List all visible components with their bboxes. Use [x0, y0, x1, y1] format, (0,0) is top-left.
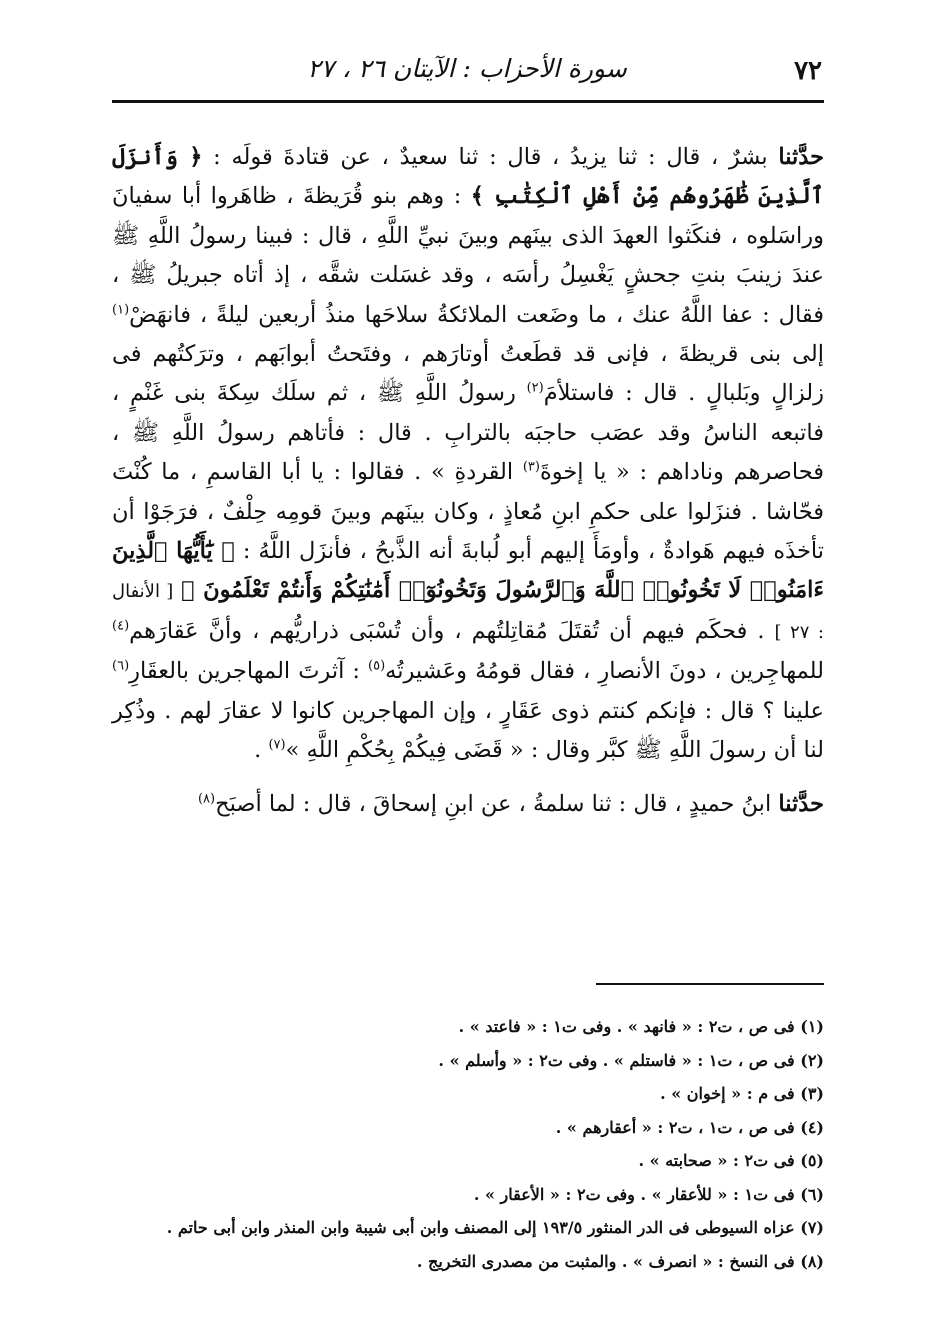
text-run: ابنُ حميدٍ ، قال : ثنا سلمةُ ، عن ابنِ إسحاقَ ، قال : لما أصبَح — [215, 790, 779, 817]
footnote-2: (٢) فى ص ، ت١ : « فاستلم » . وفى ت٢ : « وأسلم » . — [438, 1050, 824, 1070]
text-run: رسولَ اللَّهِ ﷺ كبَّر وقال : « قَضَى فِيكُمْ بِحُكْمِ اللَّهِ » — [285, 737, 767, 764]
running-title: سورة الأحزاب : الآيتان ٢٦ ، ٢٧ — [307, 54, 627, 83]
footnote-ref: (٣) — [522, 459, 540, 475]
footnote-ref: (١) — [112, 302, 130, 318]
footnote-ref: (٤) — [112, 618, 130, 634]
footnote-7: (٧) عزاه السيوطى فى الدر المنثور ١٩٣/٥ إلى المصنف وابن أبى شيبة وابن المنذر وابن أبى حاتم . — [166, 1218, 824, 1237]
hadith-lead: حدَّثنا — [778, 144, 824, 170]
footnotes — [112, 1010, 824, 1278]
verse-reference: [ الأنفال : ٢٧ ] — [112, 581, 824, 643]
footnote-5: (٥) فى ت٢ : « صحابته » . — [638, 1151, 824, 1170]
paragraph-1 — [112, 138, 824, 771]
text-run: علينا ؟ — [762, 697, 824, 724]
text-run: قال : فإنكم كنتم ذوى عَقَارٍ ، وإن المهاجرين كانوا لا عقارَ لهم . وذُكِر لنا أن — [112, 697, 824, 764]
text-run: رسولُ اللَّهِ ﷺ ، ثم سلَك سِكةَ بنى غَنْمٍ ، فاتبعه الناسُ وقد عصَب حاجبَه بالترابِ . — [112, 380, 825, 446]
text-run: . فحكَم فيهم أن تُقتَلَ مُقاتِلتُهم ، وأن تُسْبَى ذراريُّهم ، وأنَّ عَقارَهم — [129, 617, 775, 644]
footnote-1: (١) فى ص ، ت٢ : « فانهد » . وفى ت١ : « فاعتد » . — [458, 1017, 824, 1036]
text-run: قطَعتُ أوتارَهم ، وفتَحتُ أبوابَهم ، وترَكتُهم فى زلزالٍ وبَلبالٍ . قال : فاستلأمَ — [112, 341, 825, 407]
text-run: فنكَثوا العهدَ الذى بينَهم وبينَ نبيِّ اللَّهِ ، قال : فبينا رسولُ اللَّهِ ﷺ عندَ زينبَ بنتِ — [112, 222, 824, 289]
text-run: إلى بنى قريظةَ ، فإنى قد — [573, 341, 824, 368]
text-run: : آثرتَ المهاجرين بالعقَارِ — [129, 658, 369, 685]
paragraph-gap — [112, 771, 824, 785]
paragraph-2 — [112, 785, 824, 824]
quran-quote: ﴿ وَأَنزَلَ ٱلَّذِينَ — [112, 144, 825, 210]
page-header — [112, 54, 822, 94]
footnote-3: (٣) فى م : « إخوان » . — [660, 1084, 824, 1103]
quran-quote: ﴿ يَٰٓأَيُّهَا ٱلَّذِينَ ءَامَنُوا۟ لَا تَخُونُوا۟ ٱللَّهَ وَٱلرَّسُولَ وَتَخُونُوٓا۟ أَمَٰنَٰتِكُمْ وَأَنتُمْ تَعْلَمُونَ ﴾ — [112, 538, 824, 604]
text-run: أبا القاسمِ ، ما كُنْتَ فحّاشا . فنزَلوا على حكمِ ابنِ مُعاذٍ ، وكان بينَهم وبينَ قومِه — [112, 459, 824, 525]
hadith-lead: حدَّثنا — [778, 790, 824, 817]
footnote-ref: (٥) — [368, 658, 386, 674]
text-run: ما وضَعت الملائكةُ سلاحَها منذُ أربعين ليلةً ، فانهَضْ — [129, 301, 607, 328]
footnote-6: (٦) فى ت١ : « للأعقار » . وفى ت٢ : « الأعقار » . — [473, 1184, 824, 1204]
footnote-ref: (٦) — [112, 658, 130, 674]
text-run: قال : فأتاهم رسولُ اللَّهِ ﷺ ، فحاصرهم وناداهم : « يا إخوةَ — [112, 419, 825, 486]
text-run: للمهاجِرين ، دونَ الأنصارِ ، فقال قومُهُ وعَشيرتُه — [385, 658, 824, 685]
text-run: جحشٍ يَغْسِلُ رأسَه ، وقد غسَلت شقَّه ، إذ أتاه جبريلُ ﷺ ، فقال : عفا اللَّهُ عنك ، — [112, 262, 825, 328]
footnote-ref: (٨) — [197, 791, 216, 806]
text-run: بشرٌ ، قال : ثنا يزيدُ ، قال : ثنا سعيدٌ ، عن قتادةَ قولَه : — [202, 144, 779, 170]
footnote-4: (٤) فى ص ، ت١ ، ت٢ : « أعقارهم » . — [555, 1117, 824, 1137]
page-number: ٧٢ — [794, 56, 822, 86]
header-rule — [112, 100, 824, 103]
text-run: : وهم بنو قُرَيظةَ ، ظاهَروا أبا سفيانَ وراسَلوه ، — [112, 183, 824, 249]
quran-quote: ظَٰهَرُوهُم مِّنْ أَهْلِ ٱلْكِتَٰبِ ﴾ — [470, 183, 749, 210]
footnote-ref: (٧) — [268, 737, 286, 753]
footnote-rule — [596, 983, 824, 985]
text-run: القردةِ » . فقالوا : يا — [310, 459, 523, 486]
main-text — [112, 138, 824, 824]
footnote-ref: (٢) — [526, 380, 544, 396]
footnote-8: (٨) فى النسخ : « انصرف » . والمثبت من مصدرى التخريج . — [416, 1251, 824, 1271]
text-run: . — [254, 737, 269, 764]
text-run: حِلْفٌ ، فرَجَوْا أن تأخذَه فيهم هَوادةٌ ، وأومَأَ إليهم أبو لُبابةَ أنه الذَّبحُ ، فأنزَل اللَّهُ : — [112, 498, 824, 565]
